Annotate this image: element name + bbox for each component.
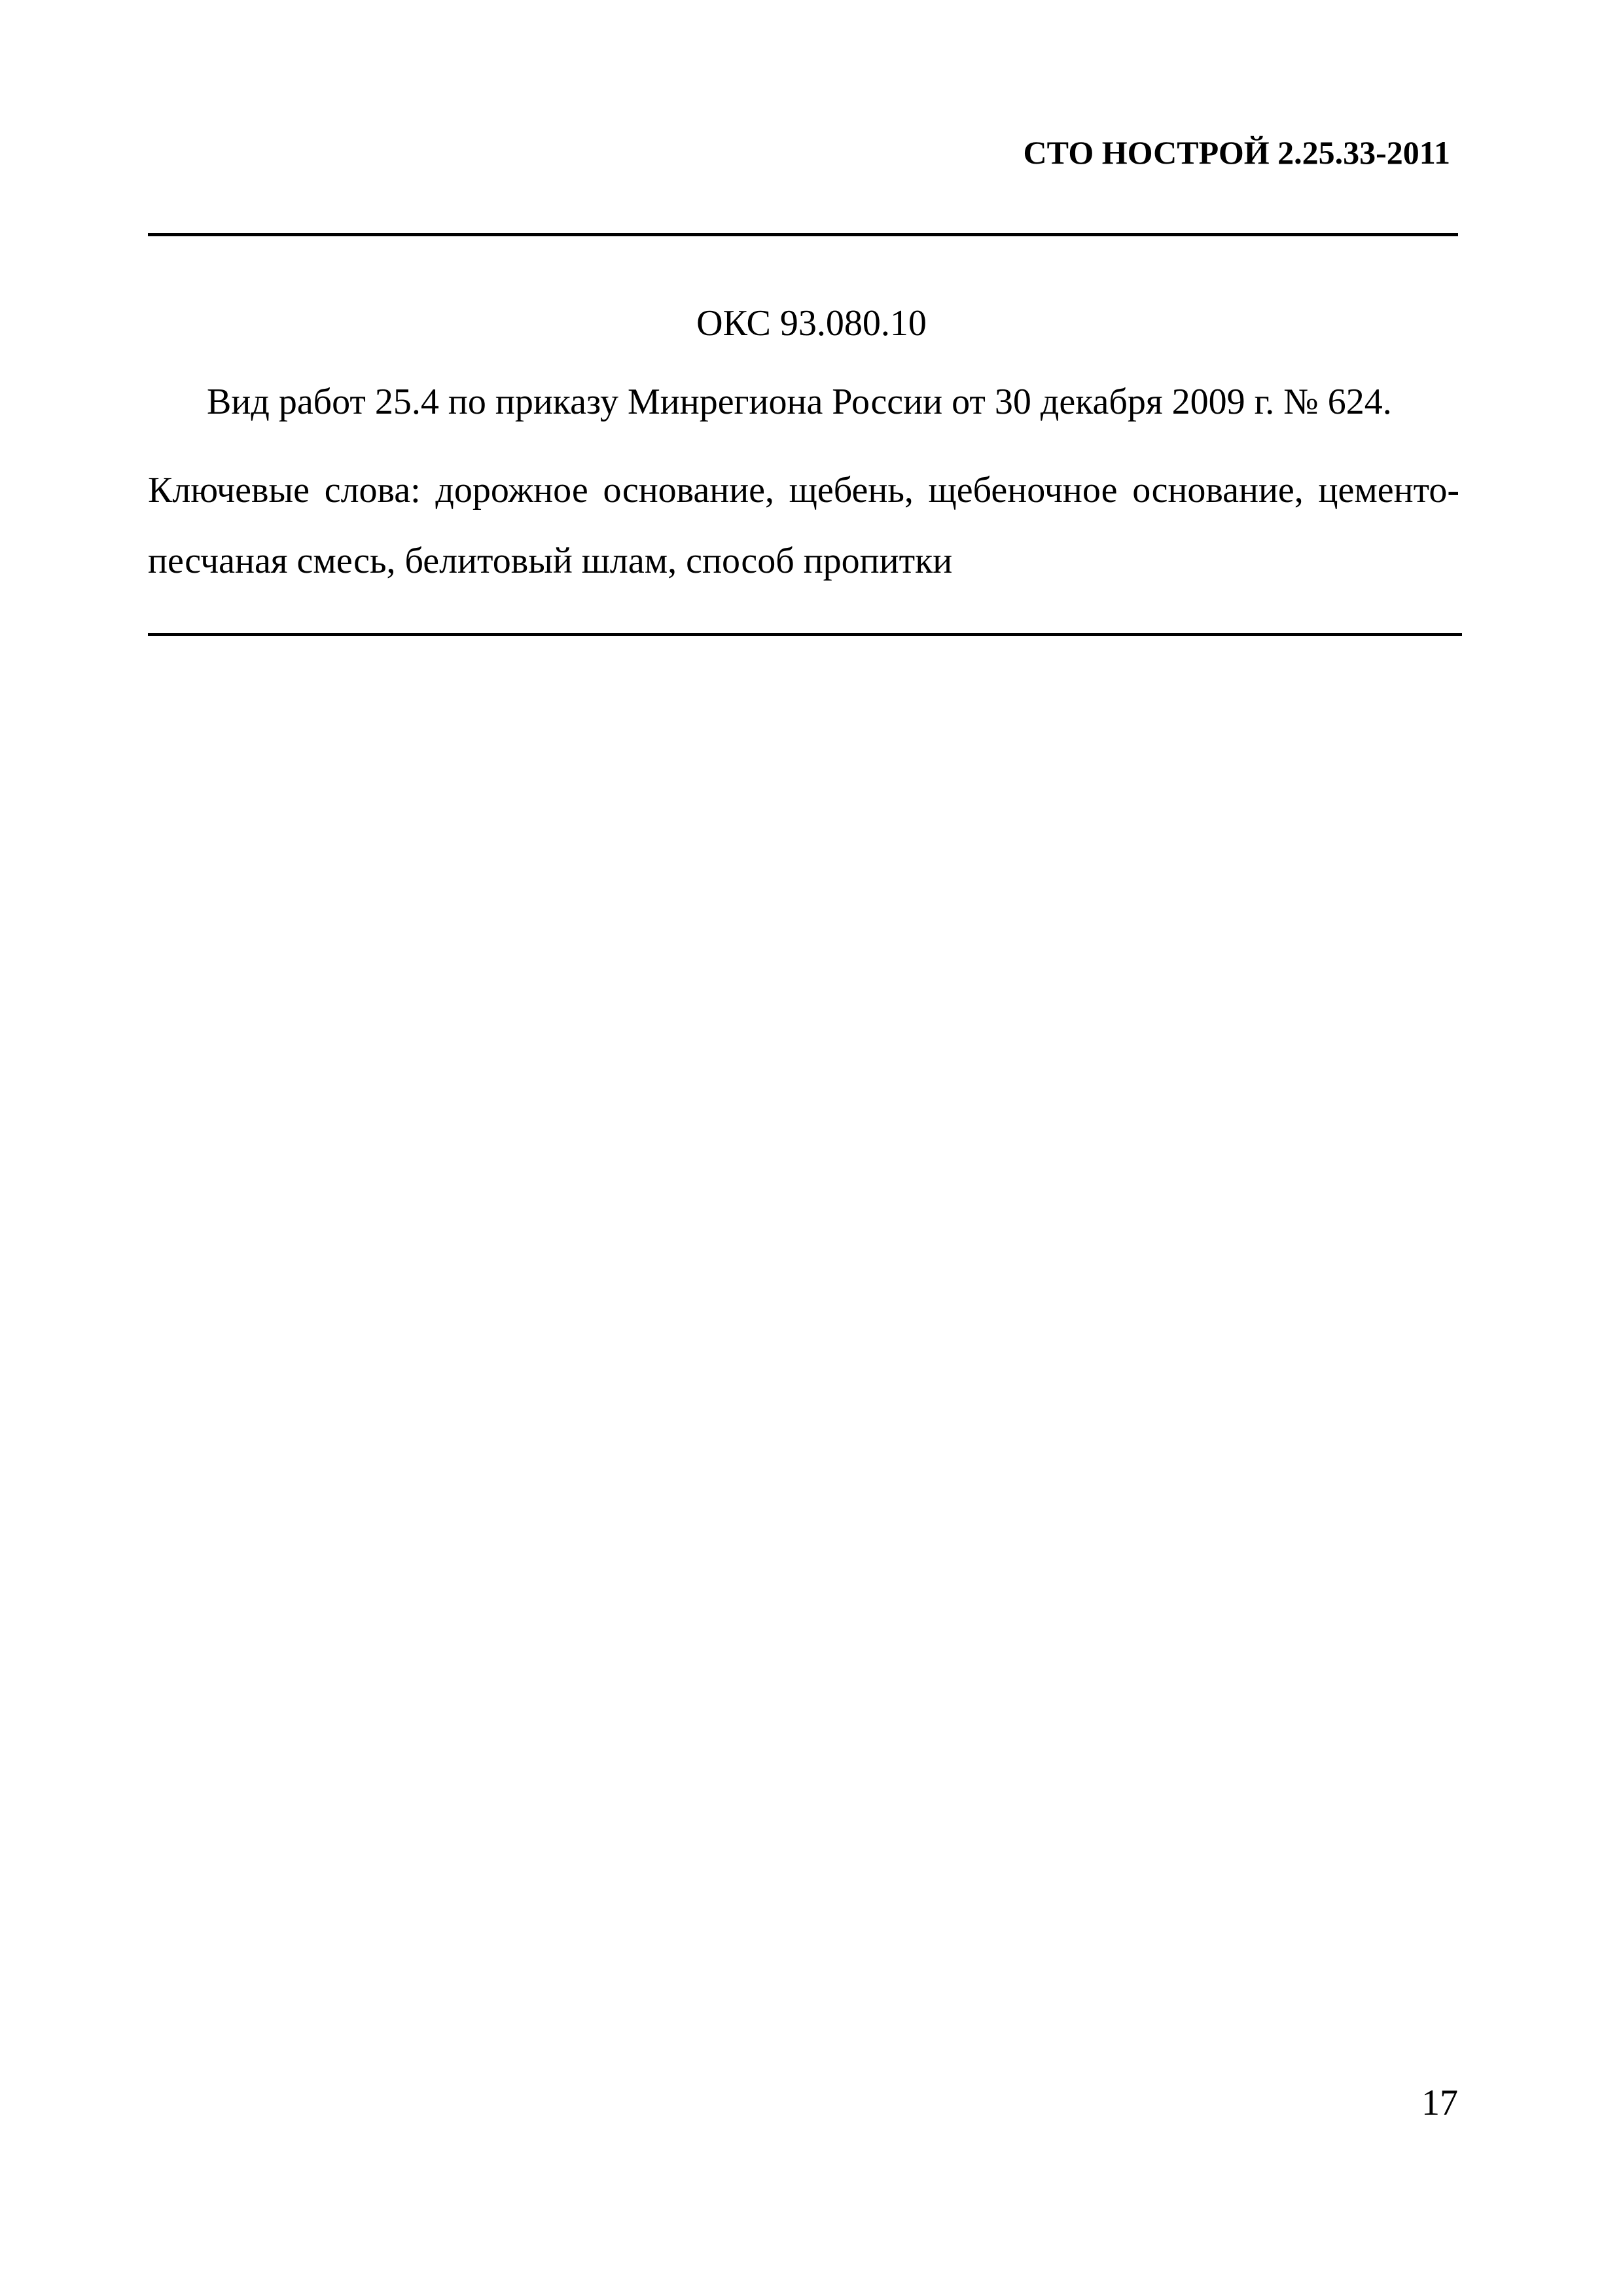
keywords-line-1: Ключевые слова: дорожное основание, щебень, щебеночное основание, цементо- (148, 470, 1459, 511)
keywords-block (148, 454, 1459, 597)
oks-code: ОКС 93.080.10 (696, 303, 927, 344)
keywords-line-2: песчаная смесь, белитовый шлам, способ пропитки (148, 541, 953, 581)
top-divider (148, 233, 1458, 236)
bottom-divider (148, 633, 1462, 636)
page-number: 17 (1421, 2083, 1458, 2123)
document-code-header: СТО НОСТРОЙ 2.25.33-2011 (1023, 134, 1450, 171)
work-type-statement: Вид работ 25.4 по приказу Минрегиона России от 30 декабря 2009 г. № 624. (207, 382, 1392, 422)
